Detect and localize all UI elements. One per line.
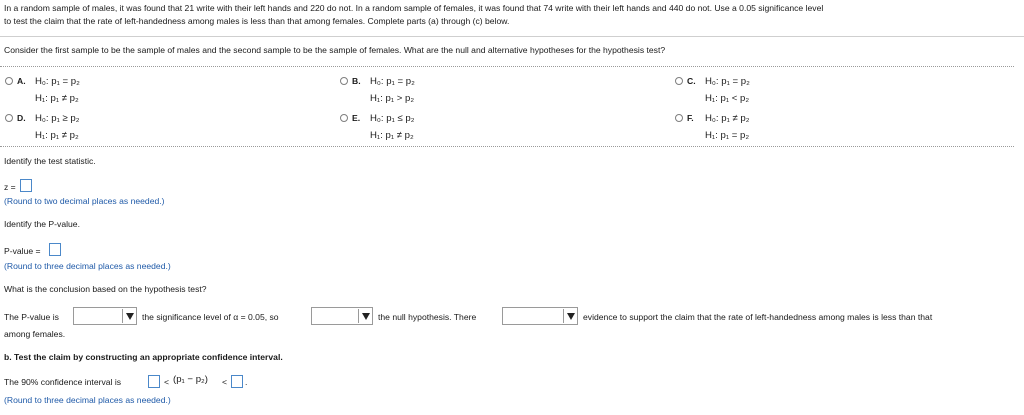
pvalue-prompt: Identify the P-value. [4,219,80,229]
ci-upper-input[interactable] [231,375,243,388]
ci-label: The 90% confidence interval is [4,377,122,387]
test-stat-prompt: Identify the test statistic. [4,156,96,166]
null-decision-dropdown[interactable] [311,307,373,325]
pvalue-label: P-value = [4,246,41,256]
chevron-down-icon [567,313,575,320]
option-h1: H₁: p₁ > p₂ [370,93,415,104]
option-letter: C. [687,76,696,86]
option-h1: H₁: p₁ < p₂ [705,93,750,104]
z-label: z = [4,182,16,192]
z-hint: (Round to two decimal places as needed.) [4,196,165,206]
option-h0: H₀: p₁ ≥ p₂ [35,113,80,124]
pvalue-comparison-dropdown[interactable] [73,307,137,325]
ci-period: . [245,377,248,387]
option-h1: H₁: p₁ ≠ p₂ [35,130,79,141]
radio-icon[interactable] [340,114,348,122]
divider [0,146,1014,147]
pvalue-input[interactable] [49,243,61,256]
conclusion-text-4: evidence to support the claim that the rate of left-handedness among males is less than that [583,312,933,322]
dropdown-separator [563,309,564,323]
pvalue-hint: (Round to three decimal places as needed.) [4,261,171,271]
option-h0: H₀: p₁ ≤ p₂ [370,113,415,124]
divider [0,36,1024,37]
question-a: Consider the first sample to be the sample of males and the second sample to be the sample of females. What are the null and alternative hypotheses for the hypothesis test? [4,45,666,55]
option-h0: H₀: p₁ = p₂ [370,76,415,87]
z-input[interactable] [20,179,32,192]
option-letter: E. [352,113,361,123]
option-h0: H₀: p₁ = p₂ [35,76,80,87]
option-h1: H₁: p₁ = p₂ [705,130,750,141]
radio-icon[interactable] [340,77,348,85]
divider [0,66,1014,67]
chevron-down-icon [126,313,134,320]
ci-lower-input[interactable] [148,375,160,388]
option-h0: H₀: p₁ = p₂ [705,76,750,87]
dropdown-separator [358,309,359,323]
option-letter: F. [687,113,694,123]
option-letter: A. [17,76,26,86]
option-h0: H₀: p₁ ≠ p₂ [705,113,750,124]
option-h1: H₁: p₁ ≠ p₂ [370,130,414,141]
radio-icon[interactable] [675,114,683,122]
chevron-down-icon [362,313,370,320]
radio-icon[interactable] [675,77,683,85]
evidence-dropdown[interactable] [502,307,578,325]
option-letter: B. [352,76,361,86]
part-b-prompt: b. Test the claim by constructing an appropriate confidence interval. [4,352,283,362]
conclusion-text-3: the null hypothesis. There [378,312,477,322]
conclusion-text-1: The P-value is [4,312,59,322]
option-letter: D. [17,113,26,123]
ci-expression: (p₁ − p₂) [173,374,208,385]
ci-lt-1: < [164,377,170,387]
conclusion-text-2: the significance level of α = 0.05, so [142,312,279,322]
ci-hint: (Round to three decimal places as needed.) [4,395,171,405]
problem-text-line1: In a random sample of males, it was found that 21 write with their left hands and 220 do not. In a random sample of females, it was found that 74 write with their left hands and 440 do not. Use a 0.05 significance level [4,3,824,13]
conclusion-text-5: among females. [4,329,66,339]
dropdown-separator [122,309,123,323]
conclusion-prompt: What is the conclusion based on the hypothesis test? [4,284,207,294]
option-h1: H₁: p₁ ≠ p₂ [35,93,79,104]
radio-icon[interactable] [5,114,13,122]
ci-lt-2: < [222,377,228,387]
problem-text-line2: to test the claim that the rate of left-handedness among males is less than that among females. Complete parts (a) through (c) below. [4,16,510,26]
radio-icon[interactable] [5,77,13,85]
